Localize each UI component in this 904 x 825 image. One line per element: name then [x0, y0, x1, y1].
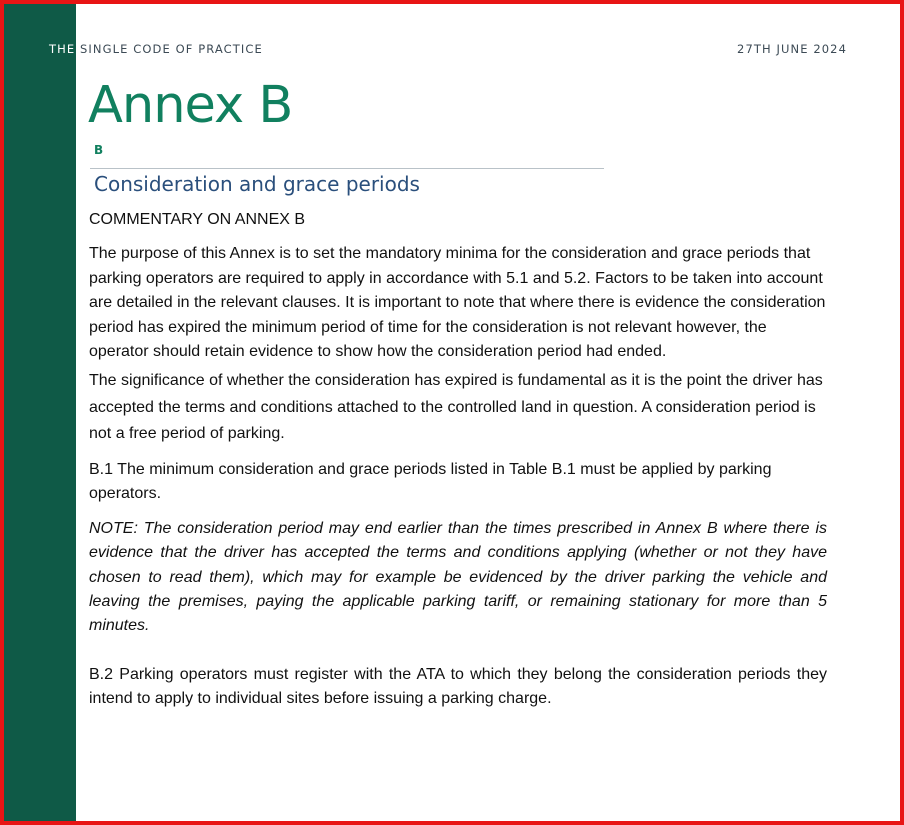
clause-b2: B.2 Parking operators must register with the ATA to which they belong the consideration periods they intend to apply to individual sites before issuing a parking charge.	[89, 665, 827, 708]
commentary-heading: COMMENTARY ON ANNEX B	[89, 211, 306, 228]
running-header-first-word: THE	[49, 42, 76, 56]
purpose-paragraph: The purpose of this Annex is to set the mandatory minima for the consideration and grace periods that parking operators are required to apply in accordance with 5.1 and 5.2. Factors to be taken into account are detailed in the relevant clauses. It is important to note that where there is evidence the consideration period has expired the minimum period of time for the consideration is not relevant however, the operator should retain evidence to show how the consideration period had ended.	[89, 245, 826, 361]
heading-divider	[90, 168, 604, 169]
annex-subtitle: Consideration and grace periods	[94, 172, 420, 196]
significance-paragraph: The significance of whether the consideration has expired is fundamental as it is the point the driver has accepted the terms and conditions attached to the controlled land in question. A consideration period is not a free period of parking.	[89, 372, 823, 443]
running-header-title	[49, 42, 263, 56]
document-body	[89, 208, 827, 712]
clause-b1: B.1 The minimum consideration and grace periods listed in Table B.1 must be applied by parking operators.	[89, 460, 772, 503]
sidebar-accent-bar	[4, 4, 76, 821]
running-header-rest: SINGLE CODE OF PRACTICE	[75, 42, 263, 56]
annex-title: Annex B	[88, 76, 293, 135]
running-header-date: 27TH JUNE 2024	[737, 42, 847, 56]
annex-code: B	[94, 143, 104, 157]
clause-note: NOTE: The consideration period may end earlier than the times prescribed in Annex B where there is evidence that the driver has accepted the terms and conditions applying (whether or not they have chosen to read them), which may for example be evidenced by the driver parking the vehicle and leaving the premises, paying the applicable parking tariff, or remaining stationary for more than 5 minutes.	[89, 519, 827, 635]
